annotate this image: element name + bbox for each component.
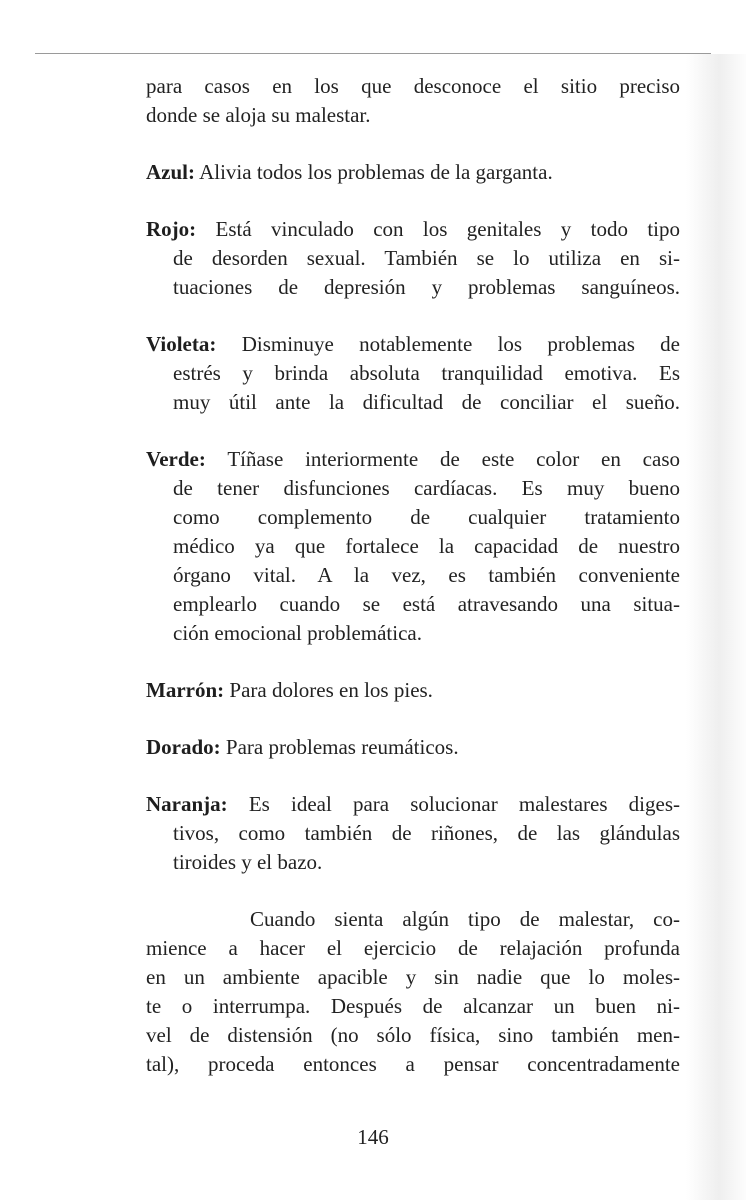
entry-text: de desorden sexual. También se lo utiliza en si-	[173, 246, 680, 270]
gutter-shadow	[686, 54, 746, 1200]
color-entry-azul	[146, 158, 680, 187]
entry-text: Disminuye notablemente los problemas de	[241, 332, 680, 356]
entry-text: Para dolores en los pies.	[229, 678, 433, 702]
entry-term: Dorado:	[146, 735, 221, 759]
color-entry-rojo	[146, 215, 680, 302]
text-line: te o interrumpa. Después de alcanzar un buen ni-	[146, 994, 680, 1018]
entry-term: Verde:	[146, 447, 206, 471]
color-entry-violeta	[146, 330, 680, 417]
entry-text: de tener disfunciones cardíacas. Es muy bueno	[173, 476, 680, 500]
entry-text: tiroides y el bazo.	[173, 850, 323, 874]
entry-text: Alivia todos los problemas de la garganta.	[199, 160, 553, 184]
text-line: donde se aloja su malestar.	[146, 103, 371, 127]
entry-text: estrés y brinda absoluta tranquilidad emotiva. Es	[173, 361, 680, 385]
color-entry-dorado	[146, 733, 680, 762]
entry-text: Tíñase interiormente de este color en caso	[227, 447, 680, 471]
page-number: 146	[357, 1125, 389, 1149]
color-entry-naranja	[146, 790, 680, 877]
entry-term: Rojo:	[146, 217, 197, 241]
entry-text: Es ideal para solucionar malestares diges-	[248, 792, 681, 816]
entry-text: muy útil ante la dificultad de conciliar el sueño.	[173, 390, 680, 414]
entry-text: tuaciones de depresión y problemas sanguíneos.	[173, 275, 680, 299]
text-line: Cuando sienta algún tipo de malestar, co-	[250, 907, 680, 931]
entry-text: ción emocional problemática.	[173, 621, 422, 645]
entry-text: Para problemas reumáticos.	[225, 735, 459, 759]
entry-text: Está vinculado con los genitales y todo tipo	[215, 217, 681, 241]
entry-term: Azul:	[146, 160, 195, 184]
page-body	[146, 72, 680, 1079]
entry-term: Marrón:	[146, 678, 225, 702]
entry-text: emplearlo cuando se está atravesando una situa-	[173, 592, 680, 616]
text-line: para casos en los que desconoce el sitio preciso	[146, 74, 680, 98]
closing-paragraph	[146, 905, 680, 1079]
entry-text: órgano vital. A la vez, es también conveniente	[173, 563, 680, 587]
entry-term: Naranja:	[146, 792, 228, 816]
entry-text: médico ya que fortalece la capacidad de nuestro	[173, 534, 680, 558]
top-rule	[35, 53, 711, 54]
entry-term: Violeta:	[146, 332, 217, 356]
entry-text: tivos, como también de riñones, de las glándulas	[173, 821, 680, 845]
intro-paragraph	[146, 72, 680, 130]
color-entry-verde	[146, 445, 680, 648]
text-line: vel de distensión (no sólo física, sino también men-	[146, 1023, 680, 1047]
text-line: mience a hacer el ejercicio de relajación profunda	[146, 936, 680, 960]
entry-text: como complemento de cualquier tratamiento	[173, 505, 680, 529]
color-entry-marron	[146, 676, 680, 705]
text-line: en un ambiente apacible y sin nadie que lo moles-	[146, 965, 680, 989]
text-line: tal), proceda entonces a pensar concentradamente	[146, 1052, 680, 1076]
